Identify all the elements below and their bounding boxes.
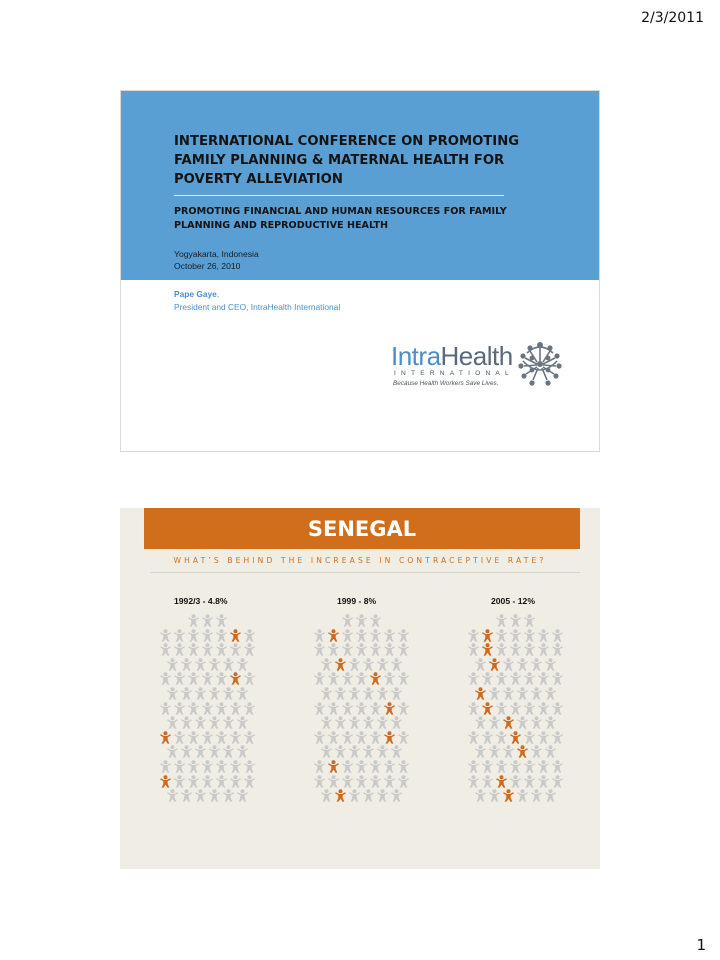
- person-icon: [236, 656, 249, 669]
- slide-question: WHAT’S BEHIND THE INCREASE IN CONTRACEPTIVE RATE?: [173, 556, 547, 565]
- person-icon: [516, 787, 529, 800]
- person-icon: [320, 685, 333, 698]
- column-label-1992: 1992/3 - 4.8%: [174, 596, 228, 606]
- intrahealth-logo: [391, 339, 566, 391]
- person-icon: [180, 743, 193, 756]
- person-icon: [390, 743, 403, 756]
- event-date: October 26, 2010: [174, 261, 241, 271]
- person-icon: [215, 627, 228, 640]
- people-grid-1992: [154, 612, 262, 808]
- logo-tagline: Because Health Workers Save Lives.: [393, 380, 499, 387]
- person-icon: [362, 787, 375, 800]
- person-icon-highlighted: [481, 627, 494, 640]
- person-icon: [551, 758, 564, 771]
- person-icon: [341, 612, 354, 625]
- person-icon: [348, 743, 361, 756]
- person-icon: [355, 612, 368, 625]
- person-icon: [523, 773, 536, 786]
- person-icon-highlighted: [383, 700, 396, 713]
- person-icon: [390, 656, 403, 669]
- person-icon: [355, 670, 368, 683]
- person-icon: [180, 656, 193, 669]
- person-icon: [509, 612, 522, 625]
- person-icon: [369, 627, 382, 640]
- person-icon: [530, 743, 543, 756]
- person-icon: [180, 787, 193, 800]
- person-icon-highlighted: [327, 627, 340, 640]
- person-icon: [488, 685, 501, 698]
- person-icon: [313, 729, 326, 742]
- presenter-info: [174, 288, 340, 314]
- person-icon: [201, 758, 214, 771]
- person-icon-highlighted: [502, 714, 515, 727]
- person-icon: [509, 758, 522, 771]
- person-icon: [215, 612, 228, 625]
- person-icon: [523, 627, 536, 640]
- person-icon: [187, 773, 200, 786]
- person-icon: [369, 758, 382, 771]
- person-icon: [320, 787, 333, 800]
- person-icon: [341, 773, 354, 786]
- person-icon-highlighted: [229, 670, 242, 683]
- person-icon: [362, 656, 375, 669]
- person-icon: [215, 773, 228, 786]
- person-icon: [215, 670, 228, 683]
- person-icon: [187, 670, 200, 683]
- person-icon: [397, 758, 410, 771]
- person-icon: [355, 700, 368, 713]
- person-icon: [229, 758, 242, 771]
- person-icon: [229, 773, 242, 786]
- person-icon: [481, 773, 494, 786]
- person-icon: [495, 729, 508, 742]
- person-icon: [481, 729, 494, 742]
- person-icon: [362, 685, 375, 698]
- person-icon: [236, 685, 249, 698]
- event-place-date: [174, 248, 259, 272]
- person-icon: [537, 773, 550, 786]
- person-icon: [243, 758, 256, 771]
- person-icon: [243, 670, 256, 683]
- person-icon-highlighted: [502, 787, 515, 800]
- person-icon: [215, 641, 228, 654]
- person-icon: [313, 773, 326, 786]
- person-icon: [544, 714, 557, 727]
- person-icon: [488, 787, 501, 800]
- person-icon: [187, 729, 200, 742]
- person-icon: [474, 714, 487, 727]
- person-icon-highlighted: [334, 787, 347, 800]
- person-icon: [383, 670, 396, 683]
- person-icon: [166, 685, 179, 698]
- person-icon: [488, 714, 501, 727]
- person-icon: [208, 656, 221, 669]
- person-icon: [166, 743, 179, 756]
- person-icon: [313, 627, 326, 640]
- person-icon: [530, 714, 543, 727]
- person-icon: [327, 670, 340, 683]
- person-icon: [173, 670, 186, 683]
- page-date: 2/3/2011: [641, 10, 704, 26]
- person-icon: [551, 670, 564, 683]
- title-slide: [120, 90, 600, 452]
- person-icon: [523, 670, 536, 683]
- person-icon: [376, 787, 389, 800]
- person-icon: [509, 641, 522, 654]
- person-icon: [327, 700, 340, 713]
- person-icon: [369, 729, 382, 742]
- person-icon: [516, 714, 529, 727]
- person-icon: [313, 758, 326, 771]
- person-icon: [516, 656, 529, 669]
- person-icon: [537, 758, 550, 771]
- person-icon: [222, 714, 235, 727]
- person-icon: [215, 758, 228, 771]
- person-icon: [474, 787, 487, 800]
- logo-international: INTERNATIONAL: [394, 370, 514, 377]
- person-icon: [222, 656, 235, 669]
- person-icon: [173, 729, 186, 742]
- person-icon: [201, 729, 214, 742]
- person-icon: [530, 787, 543, 800]
- person-icon: [523, 729, 536, 742]
- person-icon: [495, 612, 508, 625]
- person-icon: [369, 773, 382, 786]
- person-icon: [341, 700, 354, 713]
- people-globe-icon: [515, 339, 565, 389]
- person-icon: [180, 714, 193, 727]
- person-icon: [229, 729, 242, 742]
- person-icon-highlighted: [481, 700, 494, 713]
- person-icon-highlighted: [159, 729, 172, 742]
- person-icon: [537, 641, 550, 654]
- person-icon: [313, 670, 326, 683]
- person-icon: [320, 714, 333, 727]
- person-icon: [348, 714, 361, 727]
- person-icon: [523, 758, 536, 771]
- person-icon: [243, 729, 256, 742]
- person-icon: [243, 641, 256, 654]
- person-icon: [166, 787, 179, 800]
- person-icon: [327, 773, 340, 786]
- person-icon: [222, 787, 235, 800]
- person-icon: [243, 773, 256, 786]
- people-grid-1999: [308, 612, 416, 808]
- person-icon: [383, 627, 396, 640]
- person-icon: [397, 641, 410, 654]
- person-icon: [355, 627, 368, 640]
- person-icon: [551, 773, 564, 786]
- person-icon-highlighted: [383, 729, 396, 742]
- logo-intra: Intra: [391, 341, 441, 371]
- person-icon: [369, 700, 382, 713]
- person-icon: [397, 670, 410, 683]
- person-icon: [502, 685, 515, 698]
- person-icon: [397, 700, 410, 713]
- person-icon: [509, 670, 522, 683]
- person-icon: [173, 773, 186, 786]
- person-icon: [229, 641, 242, 654]
- person-icon: [313, 700, 326, 713]
- person-icon: [166, 714, 179, 727]
- person-icon: [523, 612, 536, 625]
- logo-health: Health: [440, 341, 513, 371]
- person-icon: [215, 700, 228, 713]
- person-icon: [376, 656, 389, 669]
- person-icon: [222, 743, 235, 756]
- person-icon: [194, 714, 207, 727]
- person-icon: [348, 685, 361, 698]
- person-icon: [327, 729, 340, 742]
- person-icon: [201, 612, 214, 625]
- person-icon-highlighted: [229, 627, 242, 640]
- person-icon: [236, 787, 249, 800]
- person-icon: [467, 641, 480, 654]
- person-icon: [159, 641, 172, 654]
- person-icon: [537, 729, 550, 742]
- column-label-2005: 2005 - 12%: [491, 596, 535, 606]
- person-icon: [194, 656, 207, 669]
- person-icon: [509, 627, 522, 640]
- person-icon: [180, 685, 193, 698]
- presenter-name: Pape Gaye: [174, 289, 217, 299]
- person-icon: [194, 685, 207, 698]
- person-icon: [383, 758, 396, 771]
- person-icon-highlighted: [481, 641, 494, 654]
- person-icon-highlighted: [474, 685, 487, 698]
- person-icon: [229, 700, 242, 713]
- header-divider: [174, 195, 504, 196]
- person-icon: [523, 700, 536, 713]
- person-icon: [509, 773, 522, 786]
- person-icon: [530, 685, 543, 698]
- person-icon-highlighted: [369, 670, 382, 683]
- presenter-title: President and CEO, IntraHealth International: [174, 302, 341, 312]
- person-icon: [523, 641, 536, 654]
- person-icon: [341, 641, 354, 654]
- person-icon: [537, 670, 550, 683]
- person-icon: [173, 758, 186, 771]
- person-icon: [341, 670, 354, 683]
- person-icon-highlighted: [495, 773, 508, 786]
- person-icon: [467, 773, 480, 786]
- senegal-banner: [144, 508, 580, 549]
- person-icon: [208, 743, 221, 756]
- slide-title: SENEGAL: [307, 516, 417, 541]
- person-icon-highlighted: [159, 773, 172, 786]
- person-icon: [173, 641, 186, 654]
- person-icon: [334, 685, 347, 698]
- person-icon: [397, 773, 410, 786]
- event-location: Yogyakarta, Indonesia: [174, 249, 259, 259]
- person-icon: [355, 758, 368, 771]
- person-icon: [362, 743, 375, 756]
- person-icon: [383, 641, 396, 654]
- person-icon: [194, 743, 207, 756]
- person-icon: [397, 729, 410, 742]
- person-icon: [159, 700, 172, 713]
- person-icon: [467, 729, 480, 742]
- person-icon: [481, 758, 494, 771]
- person-icon: [348, 656, 361, 669]
- person-icon: [537, 700, 550, 713]
- person-icon: [313, 641, 326, 654]
- person-icon-highlighted: [327, 758, 340, 771]
- person-icon: [236, 714, 249, 727]
- page-number: 1: [696, 936, 706, 954]
- person-icon-highlighted: [516, 743, 529, 756]
- person-icon: [481, 670, 494, 683]
- person-icon: [208, 685, 221, 698]
- person-icon: [187, 700, 200, 713]
- person-icon: [544, 743, 557, 756]
- person-icon: [159, 670, 172, 683]
- person-icon: [390, 787, 403, 800]
- person-icon: [201, 641, 214, 654]
- person-icon: [537, 627, 550, 640]
- person-icon: [467, 700, 480, 713]
- person-icon: [369, 641, 382, 654]
- person-icon: [334, 743, 347, 756]
- person-icon: [551, 729, 564, 742]
- presentation-subtitle: PROMOTING FINANCIAL AND HUMAN RESOURCES FOR FAMILY PLANNING AND REPRODUCTIVE HEALTH: [174, 206, 507, 231]
- person-icon: [201, 670, 214, 683]
- person-icon: [173, 700, 186, 713]
- person-icon: [201, 773, 214, 786]
- person-icon: [551, 641, 564, 654]
- person-icon: [187, 758, 200, 771]
- person-icon: [187, 641, 200, 654]
- person-icon: [551, 627, 564, 640]
- person-icon: [495, 670, 508, 683]
- person-icon: [187, 627, 200, 640]
- person-icon: [376, 714, 389, 727]
- person-icon: [502, 743, 515, 756]
- senegal-slide: [120, 508, 600, 869]
- title-slide-header: [121, 91, 599, 280]
- person-icon: [502, 656, 515, 669]
- person-icon: [341, 729, 354, 742]
- person-icon: [334, 714, 347, 727]
- person-icon: [341, 758, 354, 771]
- question-divider: [150, 572, 580, 573]
- person-icon: [215, 729, 228, 742]
- person-icon: [495, 758, 508, 771]
- person-icon: [551, 700, 564, 713]
- person-icon: [236, 743, 249, 756]
- person-icon-highlighted: [488, 656, 501, 669]
- person-icon: [320, 656, 333, 669]
- person-icon: [355, 773, 368, 786]
- person-icon: [530, 656, 543, 669]
- person-icon: [544, 787, 557, 800]
- person-icon: [390, 714, 403, 727]
- person-icon: [327, 641, 340, 654]
- person-icon: [488, 743, 501, 756]
- person-icon: [201, 700, 214, 713]
- person-icon: [222, 685, 235, 698]
- column-label-1999: 1999 - 8%: [337, 596, 377, 606]
- person-icon: [159, 758, 172, 771]
- person-icon: [376, 743, 389, 756]
- person-icon: [467, 758, 480, 771]
- person-icon-highlighted: [334, 656, 347, 669]
- person-icon: [369, 612, 382, 625]
- person-icon: [467, 670, 480, 683]
- person-icon: [544, 685, 557, 698]
- person-icon: [173, 627, 186, 640]
- person-icon: [397, 627, 410, 640]
- person-icon: [208, 714, 221, 727]
- person-icon: [495, 641, 508, 654]
- person-icon: [355, 641, 368, 654]
- person-icon: [159, 627, 172, 640]
- person-icon: [243, 627, 256, 640]
- person-icon: [509, 700, 522, 713]
- person-icon: [320, 743, 333, 756]
- person-icon: [201, 627, 214, 640]
- person-icon: [544, 656, 557, 669]
- people-grid-2005: [462, 612, 570, 808]
- person-icon: [243, 700, 256, 713]
- person-icon: [376, 685, 389, 698]
- person-icon: [495, 700, 508, 713]
- person-icon: [355, 729, 368, 742]
- person-icon: [341, 627, 354, 640]
- person-icon: [467, 627, 480, 640]
- person-icon: [474, 743, 487, 756]
- conference-title: INTERNATIONAL CONFERENCE ON PROMOTING FAMILY PLANNING & MATERNAL HEALTH FOR POVERTY ALLEVIATION: [174, 134, 520, 187]
- person-icon: [390, 685, 403, 698]
- person-icon: [516, 685, 529, 698]
- person-icon: [383, 773, 396, 786]
- presenter-name-comma: ,: [216, 289, 220, 299]
- person-icon: [474, 656, 487, 669]
- person-icon: [495, 627, 508, 640]
- person-icon: [194, 787, 207, 800]
- person-icon-highlighted: [509, 729, 522, 742]
- person-icon: [208, 787, 221, 800]
- person-icon: [362, 714, 375, 727]
- person-icon: [187, 612, 200, 625]
- person-icon: [166, 656, 179, 669]
- person-icon: [348, 787, 361, 800]
